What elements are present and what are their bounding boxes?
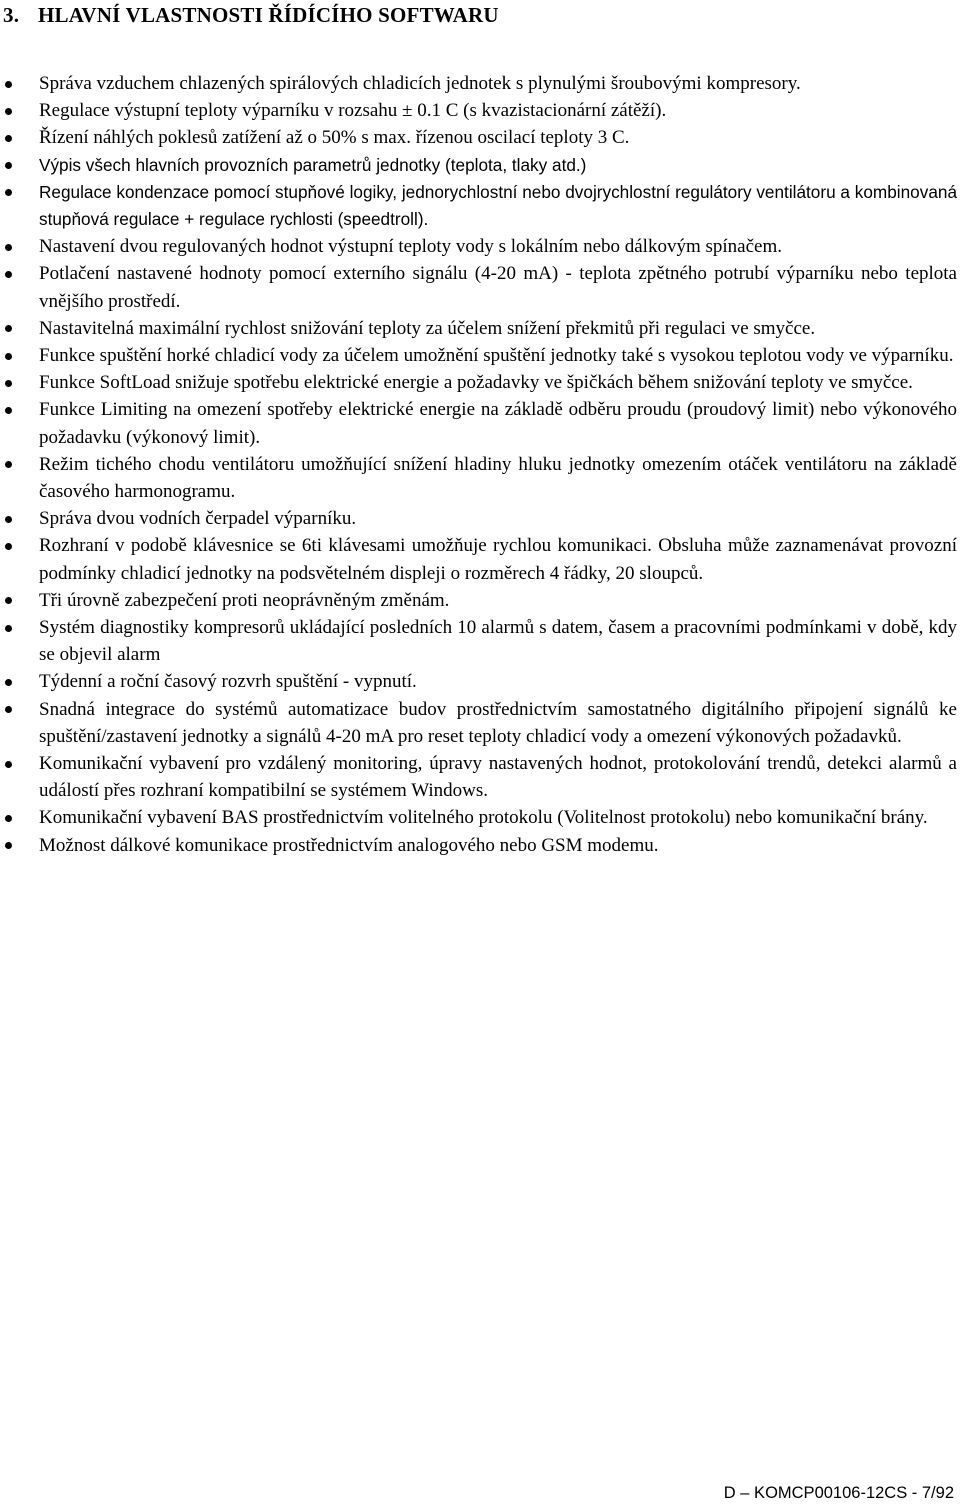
- section-number: 3.: [3, 3, 20, 27]
- bullet-icon: [5, 271, 12, 278]
- bullet-icon: [5, 380, 12, 387]
- bullet-icon: [5, 108, 12, 115]
- list-item-text: Regulace výstupní teploty výparníku v rozsahu ± 0.1 C (s kvazistacionární zátěží).: [39, 100, 667, 122]
- bullet-icon: [5, 244, 12, 251]
- list-item: [0, 124, 957, 151]
- section-title: HLAVNÍ VLASTNOSTI ŘÍDÍCÍHO SOFTWARU: [38, 3, 499, 27]
- list-item-text: Komunikační vybavení BAS prostřednictvím volitelného protokolu (Volitelnost protokolu) nebo komunikační brány.: [39, 807, 928, 829]
- list-item: [0, 668, 957, 695]
- bullet-icon: [5, 516, 12, 523]
- list-item: [0, 832, 957, 859]
- list-item-text: Nastavení dvou regulovaných hodnot výstupní teploty vody s lokálním nebo dálkovým spínačem.: [39, 236, 782, 258]
- list-item: [0, 750, 957, 804]
- bullet-icon: [5, 761, 12, 768]
- list-item-text: Funkce spuštění horké chladicí vody za účelem umožnění spuštění jednotky také s vysokou teplotou vody ve výparníku.: [39, 345, 954, 367]
- list-item: [0, 396, 957, 450]
- bullet-icon: [5, 325, 12, 332]
- bullet-icon: [5, 81, 12, 88]
- list-item: [0, 233, 957, 260]
- list-item-text: Možnost dálkové komunikace prostřednictvím analogového nebo GSM modemu.: [39, 834, 659, 856]
- page-footer: D – KOMCP00106-12CS - 7/92: [723, 1484, 954, 1502]
- list-item-text: Rozhraní v podobě klávesnice se 6ti klávesami umožňuje rychlou komunikaci. Obsluha může zaznamenávat provozní podmínky chladicí jednotky na podsvětelném displeji o rozměrech 4 řádky, 20 sloupců.: [39, 535, 957, 584]
- list-item: [0, 532, 957, 586]
- list-item: [0, 369, 957, 396]
- list-item: [0, 97, 957, 124]
- bullet-icon: [5, 162, 12, 169]
- list-item: [0, 315, 957, 342]
- bullet-icon: [5, 842, 12, 849]
- bullet-icon: [5, 543, 12, 550]
- list-item-text: Nastavitelná maximální rychlost snižování teploty za účelem snížení překmitů při regulaci ve smyčce.: [39, 317, 816, 339]
- bullet-icon: [5, 407, 12, 414]
- list-item-text: Řízení náhlých poklesů zatížení až o 50% s max. řízenou oscilací teploty 3 C.: [39, 127, 630, 149]
- list-item: [0, 260, 957, 314]
- bullet-icon: [5, 461, 12, 468]
- list-item: [0, 451, 957, 505]
- list-item-text: Komunikační vybavení pro vzdálený monitoring, úpravy nastavených hodnot, protokolování trendů, detekci alarmů a událostí přes rozhraní kompatibilní se systémem Windows.: [39, 753, 957, 802]
- list-item-text: Regulace kondenzace pomocí stupňové logiky, jednorychlostní nebo dvojrychlostní regulátory ventilátoru a kombinovaná stupňová regulace + regulace rychlosti (speedtroll).: [39, 181, 957, 230]
- list-item: [0, 342, 957, 369]
- list-item: [0, 804, 957, 831]
- list-item-text: Snadná integrace do systémů automatizace budov prostřednictvím samostatného digitálního připojení signálů ke spuštění/zastavení jednotky a signálů 4-20 mA pro reset teploty chladicí vody a omezení výkonových požadavků.: [39, 698, 957, 747]
- bullet-icon: [5, 625, 12, 632]
- bullet-icon: [5, 679, 12, 686]
- bullet-icon: [5, 135, 12, 142]
- list-item: [0, 179, 957, 233]
- bullet-icon: [5, 706, 12, 713]
- list-item-text: Správa dvou vodních čerpadel výparníku.: [39, 508, 357, 530]
- bullet-icon: [5, 353, 12, 360]
- list-item: [0, 505, 957, 532]
- list-item: [0, 696, 957, 750]
- list-item-text: Systém diagnostiky kompresorů ukládající posledních 10 alarmů s datem, časem a pracovními podmínkami v době, kdy se objevil alarm: [39, 617, 957, 666]
- list-item: [0, 587, 957, 614]
- list-item-text: Potlačení nastavené hodnoty pomocí externího signálu (4-20 mA) - teplota zpětného potrubí výparníku nebo teplota vnějšího prostředí.: [39, 263, 957, 312]
- list-item-text: Výpis všech hlavních provozních parametrů jednotky (teplota, tlaky atd.): [39, 154, 587, 175]
- bullet-icon: [5, 815, 12, 822]
- list-item-text: Funkce Limiting na omezení spotřeby elektrické energie na základě odběru proudu (proudový limit) nebo výkonového požadavku (výkonový limit).: [39, 399, 957, 448]
- list-item-text: Funkce SoftLoad snižuje spotřebu elektrické energie a požadavky ve špičkách během snižování teploty ve smyčce.: [39, 372, 913, 394]
- list-item: [0, 70, 957, 97]
- list-item: [0, 152, 957, 179]
- bullet-icon: [5, 597, 12, 604]
- list-item-text: Tři úrovně zabezpečení proti neoprávněným změnám.: [39, 589, 450, 611]
- list-item-text: Správa vzduchem chlazených spirálových chladicích jednotek s plynulými šroubovými kompresory.: [39, 73, 801, 94]
- list-item-text: Týdenní a roční časový rozvrh spuštění - vypnutí.: [39, 671, 417, 693]
- bullet-icon: [5, 189, 12, 196]
- section-heading: [3, 2, 499, 28]
- feature-list: [0, 70, 960, 859]
- list-item-text: Režim tichého chodu ventilátoru umožňující snížení hladiny hluku jednotky omezením otáček ventilátoru na základě časového harmonogramu.: [39, 453, 957, 503]
- list-item: [0, 614, 957, 668]
